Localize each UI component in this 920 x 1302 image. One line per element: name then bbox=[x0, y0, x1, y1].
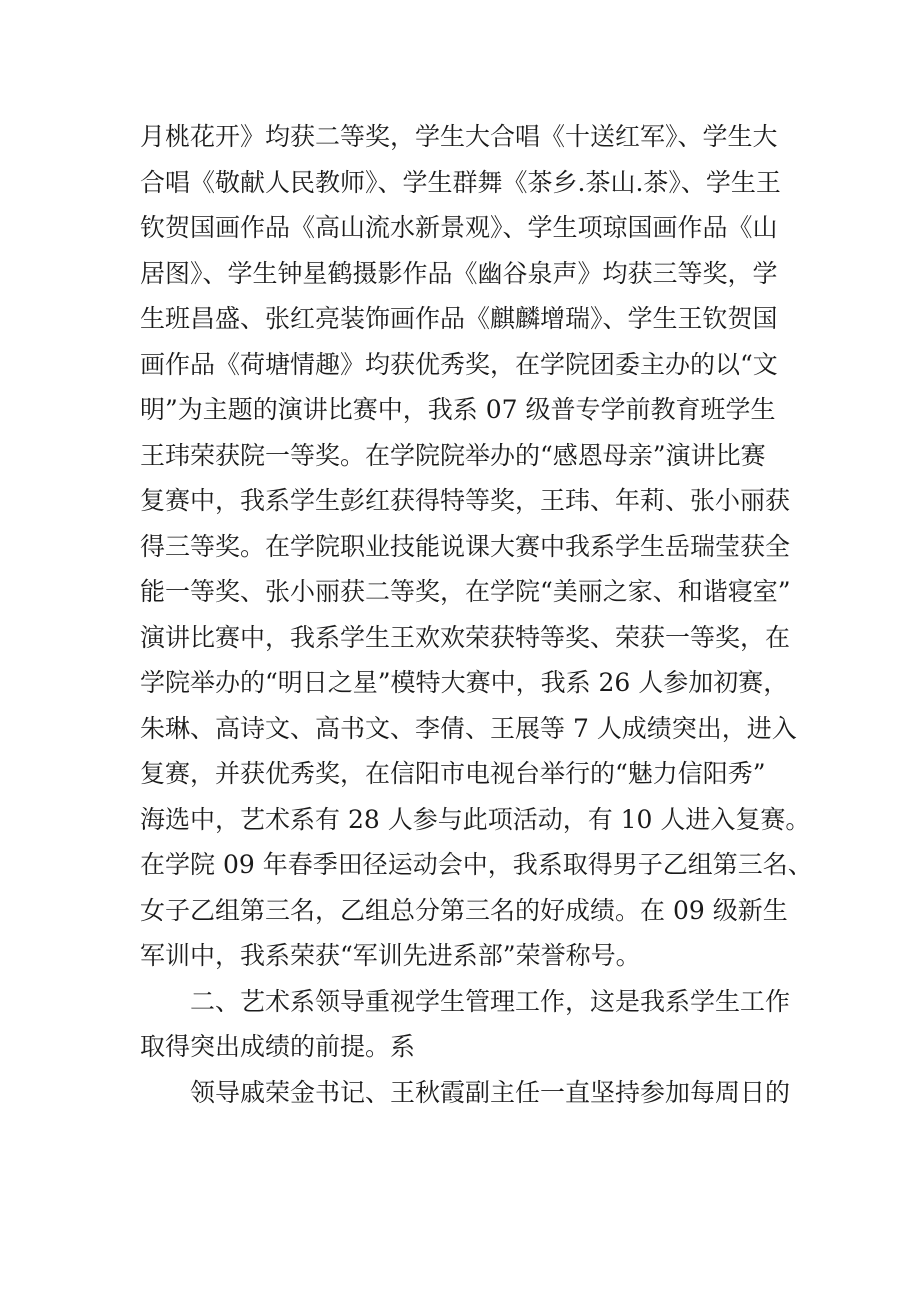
text-line: 军训中，我系荣获“军训先进系部”荣誉称号。 bbox=[140, 941, 641, 970]
text-line: 复赛中，我系学生彭红获得特等奖，王玮、年莉、张小丽获 bbox=[140, 486, 791, 515]
text-line: 取得突出成绩的前提。系 bbox=[140, 1032, 416, 1061]
text-line: 画作品《荷塘情趣》均获优秀奖，在学院团委主办的以“文 bbox=[140, 349, 778, 379]
text-line: 演讲比赛中，我系学生王欢欢荣获特等奖、荣获一等奖，在 bbox=[140, 622, 791, 652]
document-body bbox=[140, 114, 813, 1115]
text-line: 得三等奖。在学院职业技能说课大赛中我系学生岳瑞莹获全 bbox=[140, 531, 791, 561]
text-line: 王玮荣获院一等奖。在学院院举办的“感恩母亲”演讲比赛 bbox=[140, 440, 766, 470]
text-line: 女子乙组第三名，乙组总分第三名的好成绩。在 09 级新生 bbox=[140, 895, 788, 925]
text-line: 月桃花开》均获二等奖，学生大合唱《十送红军》、学生大 bbox=[140, 122, 778, 151]
paragraph-leaders bbox=[140, 1070, 790, 1116]
text-line: 生班昌盛、张红亮装饰画作品《麒麟增瑞》、学生王钦贺国 bbox=[140, 304, 778, 333]
text-line: 钦贺国画作品《高山流水新景观》、学生项琼国画作品《山 bbox=[140, 213, 778, 242]
text-line: 在学院 09 年春季田径运动会中，我系取得男子乙组第三名、 bbox=[140, 850, 813, 879]
text-line: 明”为主题的演讲比赛中，我系 07 级普专学前教育班学生 bbox=[140, 395, 776, 424]
text-line: 领导戚荣金书记、王秋霞副主任一直坚持参加每周日的 bbox=[190, 1077, 791, 1107]
text-line: 复赛，并获优秀奖，在信阳市电视台举行的“魅力信阳秀” bbox=[140, 759, 766, 788]
text-line: 学院举办的“明日之星”模特大赛中，我系 26 人参加初赛， bbox=[140, 668, 789, 697]
paragraph-leadership bbox=[140, 979, 790, 1070]
text-line: 海选中，艺术系有 28 人参与此项活动，有 10 人进入复赛。 bbox=[140, 804, 811, 834]
text-line: 朱琳、高诗文、高书文、李倩、王展等 7 人成绩突出，进入 bbox=[140, 713, 797, 743]
text-line: 居图》、学生钟星鹤摄影作品《幽谷泉声》均获三等奖，学 bbox=[140, 258, 778, 288]
text-line: 能一等奖、张小丽获二等奖，在学院“美丽之家、和谐寝室” bbox=[140, 577, 791, 606]
paragraph-awards bbox=[140, 114, 813, 979]
text-line: 合唱《敬献人民教师》、学生群舞《茶乡.茶山.茶》、学生王 bbox=[140, 167, 781, 197]
text-line: 二、艺术系领导重视学生管理工作，这是我系学生工作 bbox=[190, 986, 791, 1016]
